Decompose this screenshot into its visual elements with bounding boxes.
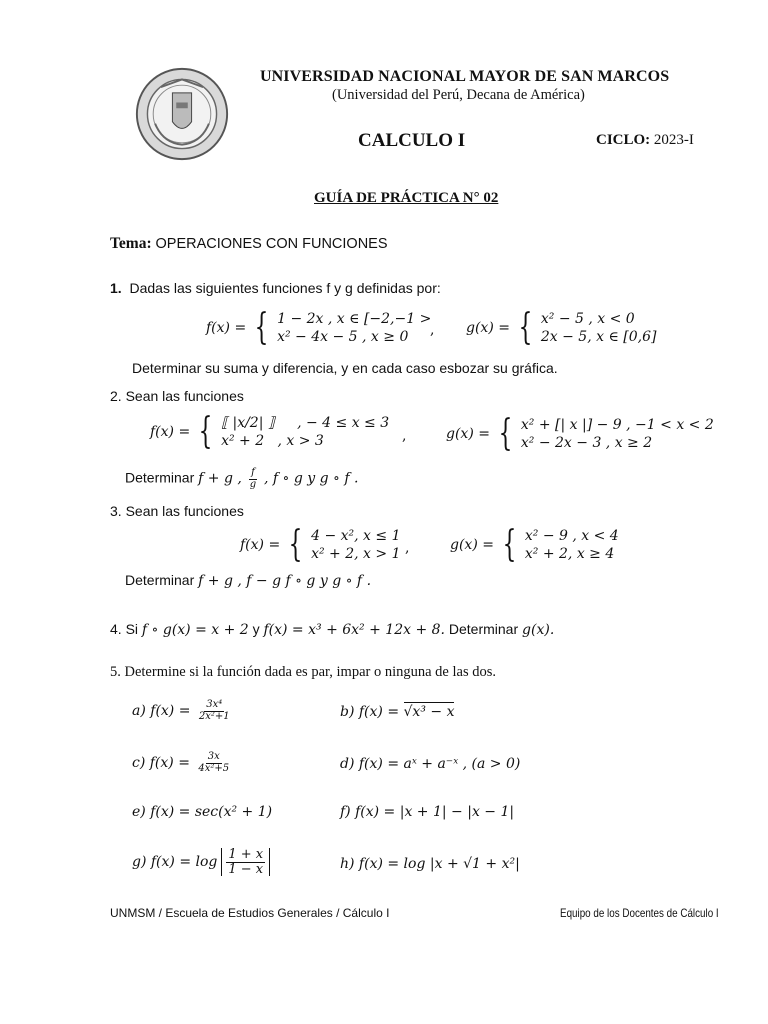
university-subtitle: (Universidad del Perú, Decana de América) [332, 87, 585, 103]
q3-g-lhs: g(x) = [450, 537, 494, 553]
q2-f-brace: { [198, 411, 213, 452]
question-4 [110, 621, 554, 638]
q3-instruction-prefix: Determinar [125, 572, 195, 588]
q1-g-case1: x² − 5 , x < 0 [540, 311, 635, 327]
q5-g-abs-bars [221, 848, 270, 876]
course-title: CALCULO I [358, 130, 466, 151]
q2-g-lhs: g(x) = [446, 426, 490, 442]
question-2-text: 2. Sean las funciones [110, 388, 244, 404]
q2-f-case1-cond: , − 4 ≤ x ≤ 3 [297, 415, 390, 431]
q1-f-brace: { [254, 307, 269, 348]
q2-f-case2-cond: , x > 3 [277, 433, 324, 449]
q5-c-denominator: 4x²+5 [198, 762, 230, 774]
q5-item-a [132, 700, 234, 722]
q2-f-case2-expr: x² + 2 [221, 433, 265, 449]
topic-label: Tema: [110, 235, 152, 252]
q5-g-fraction [226, 848, 265, 876]
q2-frac-denominator: g [249, 478, 257, 490]
q2-g-case2: x² − 2x − 3 , x ≥ 2 [520, 435, 653, 451]
topic [110, 235, 388, 253]
q5-h-expression: |x + √1 + x²| [429, 856, 520, 872]
q5-a-numerator: 3x⁴ [206, 699, 223, 710]
q5-item-b [340, 704, 454, 720]
q5-c-fraction [196, 752, 231, 774]
q3-f-case2: x² + 2, x > 1 [311, 546, 401, 562]
q4-mid: y [252, 621, 260, 637]
question-1-number: 1. [110, 280, 122, 296]
cycle-label: CICLO: [596, 132, 651, 148]
q5-item-d: d) f(x) = aˣ + a⁻ˣ , (a > 0) [340, 756, 521, 772]
question-1-text: Dadas las siguientes funciones f y g definidas por: [129, 280, 441, 296]
q2-f-lhs: f(x) = [150, 424, 191, 440]
q2-separator: , [402, 428, 407, 444]
q1-g-brace: { [518, 307, 533, 348]
question-1 [110, 280, 441, 296]
q5-a-denominator: 2x²+1 [198, 710, 230, 722]
question-3-text: 3. Sean las funciones [110, 503, 244, 519]
q5-g-label: g) f(x) = log [132, 854, 218, 871]
q5-g-numerator: 1 + x [228, 847, 264, 862]
q1-f-lhs: f(x) = [206, 320, 247, 336]
q3-g-definition [450, 524, 619, 565]
q3-f-lhs: f(x) = [240, 537, 281, 553]
footer-right: Equipo de los Docentes de Cálculo I [560, 906, 719, 920]
q5-a-label: a) f(x) = [132, 703, 191, 719]
q3-instruction-ops: f + g , f − g f ∘ g y g ∘ f . [198, 573, 372, 589]
q3-separator: , [405, 540, 410, 556]
q1-g-lhs: g(x) = [466, 320, 510, 336]
university-name: UNIVERSIDAD NACIONAL MAYOR DE SAN MARCOS [260, 68, 670, 85]
q1-separator: , [430, 322, 435, 338]
q2-instruction [125, 468, 358, 490]
university-seal-logo [134, 66, 230, 162]
q3-g-case1: x² − 9 , x < 4 [524, 528, 619, 544]
q5-c-label: c) f(x) = [132, 755, 190, 771]
q4-tail: Determinar [448, 621, 519, 637]
cycle-value: 2023-I [653, 132, 694, 148]
q2-instruction-rest: , f ∘ g y g ∘ f . [264, 470, 359, 487]
q1-f-case2: x² − 4x − 5 , x ≥ 0 [277, 329, 409, 345]
q5-a-fraction [197, 700, 232, 722]
q3-f-case1: 4 − x², x ≤ 1 [311, 528, 401, 544]
q5-h-label: h) f(x) = log [340, 856, 426, 872]
q2-f-definition [150, 411, 390, 452]
footer-left: UNMSM / Escuela de Estudios Generales / Cálculo I [110, 906, 390, 920]
cycle-info [596, 132, 694, 149]
guide-title: GUÍA DE PRÁCTICA N° 02 [314, 190, 499, 206]
topic-value: OPERACIONES CON FUNCIONES [155, 236, 388, 252]
q3-g-case2: x² + 2, x ≥ 4 [524, 546, 615, 562]
q3-f-definition [240, 524, 401, 565]
q2-f-case1-expr: ⟦ |x/2| ⟧ [221, 415, 275, 431]
q1-f-case1: 1 − 2x , x ∈ [−2,−1 > [277, 311, 432, 327]
q2-g-brace: { [498, 413, 513, 454]
q4-condition-1: f ∘ g(x) = x + 2 [141, 622, 249, 638]
q5-item-e: e) f(x) = sec(x² + 1) [132, 804, 273, 820]
q3-g-brace: { [502, 524, 517, 565]
q2-instruction-ops: f + g , [198, 470, 242, 487]
q5-g-denominator: 1 − x [228, 861, 264, 877]
q2-g-case1: x² + [| x |] − 9 , −1 < x < 2 [520, 417, 714, 433]
q5-item-g [132, 848, 270, 876]
q4-condition-2: f(x) = x³ + 6x² + 12x + 8. [263, 622, 445, 638]
q2-frac-numerator: f [251, 467, 255, 478]
q1-f-definition [206, 307, 432, 348]
q3-f-brace: { [288, 524, 303, 565]
q4-target: g(x). [522, 622, 555, 638]
q5-item-f: f) f(x) = |x + 1| − |x − 1| [340, 804, 515, 820]
q5-b-label: b) f(x) = [340, 704, 400, 720]
q5-item-h [340, 856, 520, 872]
q1-g-definition [466, 307, 657, 348]
q2-g-definition [446, 413, 714, 454]
q4-prefix: 4. Si [110, 621, 139, 637]
q2-instruction-prefix: Determinar [125, 469, 195, 486]
q1-instruction: Determinar su suma y diferencia, y en cada caso esbozar su gráfica. [132, 360, 558, 376]
question-5-text: 5. Determine si la función dada es par, impar o ninguna de las dos. [110, 664, 496, 680]
q3-instruction [125, 572, 371, 589]
q5-item-c [132, 752, 233, 774]
q5-c-numerator: 3x [207, 751, 220, 762]
q1-g-case2: 2x − 5, x ∈ [0,6] [540, 329, 657, 345]
q5-b-expression: √x³ − x [403, 704, 455, 720]
q2-instruction-fraction [248, 468, 258, 490]
